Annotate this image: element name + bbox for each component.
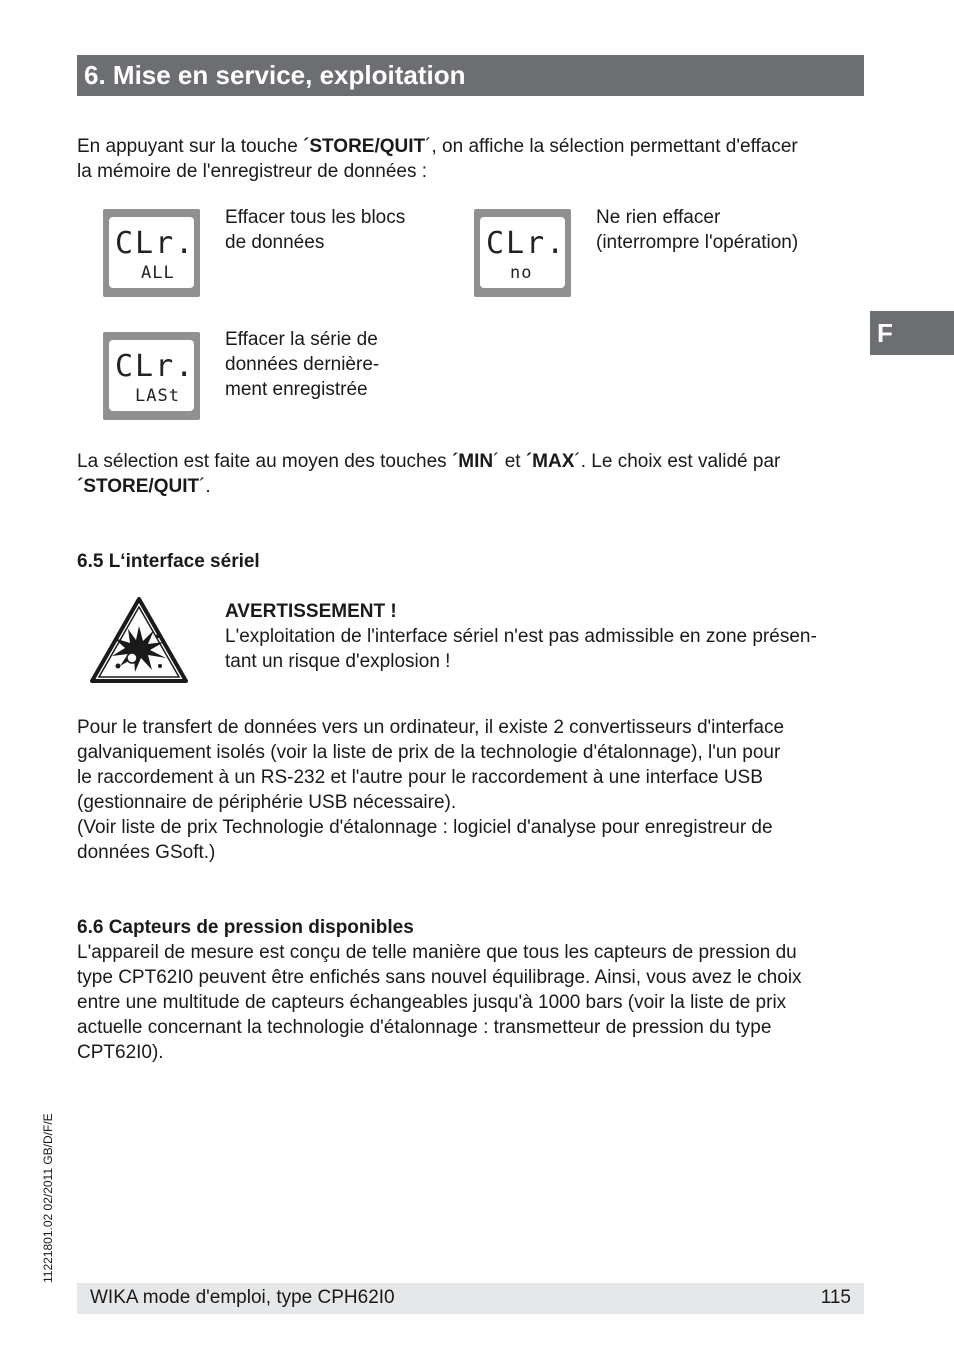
selection-text: ´ et: [493, 451, 526, 472]
body-line: données GSoft.): [77, 842, 216, 863]
page-number: 115: [820, 1287, 851, 1308]
key-max: ´MAX: [525, 451, 575, 472]
lcd-top-text: CLr.: [115, 226, 194, 261]
lcd-top-text: CLr.: [115, 349, 194, 384]
heading-6-6: 6.6 Capteurs de pression disponibles: [77, 917, 414, 938]
selection-text: La sélection est faite au moyen des touches: [77, 451, 452, 472]
desc-line: données dernière-: [225, 354, 380, 375]
section-6-5-body: [77, 715, 784, 865]
body-line: CPT62I0).: [77, 1042, 164, 1063]
language-tab: [870, 311, 954, 355]
intro-text: En appuyant sur la touche: [77, 136, 304, 157]
lcd-digits-icon: [109, 340, 194, 411]
key-store-quit: ´STORE/QUIT: [303, 136, 426, 157]
explosion-warning-icon: [90, 596, 188, 684]
desc-line: Effacer la série de: [225, 329, 378, 350]
desc-line: de données: [225, 232, 325, 253]
body-line: le raccordement à un RS-232 et l'autre pour le raccordement à une interface USB: [77, 767, 763, 788]
lcd-screen: [109, 217, 194, 288]
desc-line: Ne rien effacer: [596, 207, 721, 228]
lcd-bottom-text: ALL: [141, 263, 175, 283]
heading-6-5: 6.5 L‘interface sériel: [77, 551, 260, 572]
warning-text: [225, 624, 817, 674]
body-line: galvaniquement isolés (voir la liste de prix de la technologie d'étalonnage), l'un pour: [77, 742, 781, 763]
lcd-digits-icon: [480, 217, 565, 288]
body-line: L'appareil de mesure est conçu de telle manière que tous les capteurs de pression du: [77, 942, 797, 963]
intro-line-2: la mémoire de l'enregistreur de données :: [77, 161, 428, 182]
section-6-6-body: [77, 940, 802, 1065]
warning-line: L'exploitation de l'interface sériel n'est pas admissible en zone présen-: [225, 626, 817, 647]
section-header: [77, 55, 864, 96]
desc-line: ment enregistrée: [225, 379, 368, 400]
desc-line: (interrompre l'opération): [596, 232, 799, 253]
display-desc-no: [596, 205, 798, 255]
intro-text: ´, on affiche la sélection permettant d'effacer: [425, 136, 798, 157]
warning-line: tant un risque d'explosion !: [225, 651, 451, 672]
language-tab-label: F: [877, 318, 893, 348]
key-min: ´MIN: [451, 451, 494, 472]
section-title: 6. Mise en service, exploitation: [84, 60, 466, 90]
body-line: entre une multitude de capteurs échangeables jusqu'à 1000 bars (voir la liste de prix: [77, 992, 787, 1013]
body-line: actuelle concernant la technologie d'étalonnage : transmetteur de pression du type: [77, 1017, 772, 1038]
lcd-top-text: CLr.: [486, 226, 565, 261]
selection-line-1: [77, 449, 780, 474]
body-line: Pour le transfert de données vers un ordinateur, il existe 2 convertisseurs d'interface: [77, 717, 785, 738]
footer-title: WIKA mode d'emploi, type CPH62I0: [90, 1287, 395, 1308]
body-line: type CPT62I0 peuvent être enfichés sans nouvel équilibrage. Ainsi, vous avez le choix: [77, 967, 802, 988]
key-store-quit: ´STORE/QUIT: [77, 476, 200, 497]
selection-text: ´.: [199, 476, 211, 497]
intro-line-1: [77, 134, 798, 159]
lcd-display-clr-last: [103, 332, 200, 420]
warning-title: AVERTISSEMENT !: [225, 601, 397, 622]
display-desc-last: [225, 327, 379, 402]
page-footer: [77, 1283, 864, 1314]
lcd-display-clr-no: [474, 209, 571, 297]
desc-line: Effacer tous les blocs: [225, 207, 406, 228]
selection-text: ´. Le choix est validé par: [574, 451, 781, 472]
lcd-display-clr-all: [103, 209, 200, 297]
body-line: (Voir liste de prix Technologie d'étalonnage : logiciel d'analyse pour enregistreur de: [77, 817, 773, 838]
lcd-digits-icon: [109, 217, 194, 288]
lcd-screen: [480, 217, 565, 288]
lcd-bottom-text: no: [510, 263, 533, 283]
lcd-screen: [109, 340, 194, 411]
display-desc-all: [225, 205, 405, 255]
lcd-bottom-text: LASt: [135, 386, 180, 406]
body-line: (gestionnaire de périphérie USB nécessaire).: [77, 792, 457, 813]
selection-line-2: [77, 474, 211, 499]
document-code: 11221801.02 02/2011 GB/D/F/E: [41, 1113, 55, 1283]
